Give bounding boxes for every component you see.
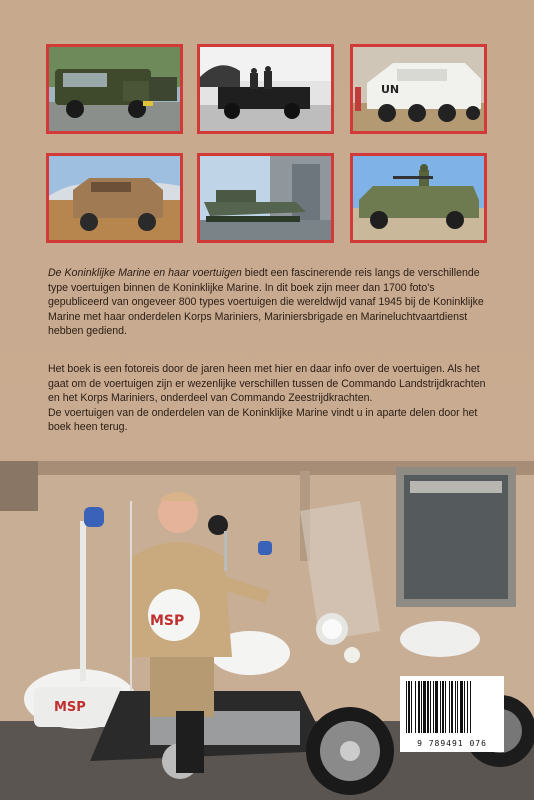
- jeep-suv-photo: [46, 44, 183, 134]
- info-text-2: De voertuigen van de onderdelen van de Koninklijke Marine vindt u in aparte delen door het boek heen terug.: [48, 406, 478, 433]
- info-paragraph: [48, 362, 492, 435]
- fairing-marking: MSP: [54, 700, 86, 715]
- truck-with-soldiers-photo: [197, 44, 334, 134]
- isbn-number: 9 789491 076: [417, 739, 487, 748]
- un-marking: UN: [381, 83, 400, 96]
- desert-armored-vehicle-photo: [46, 153, 183, 243]
- barcode-bars-icon: [406, 681, 498, 733]
- isbn-barcode: [400, 676, 504, 752]
- landing-craft-photo: [197, 153, 334, 243]
- book-title: De Koninklijke Marine en haar voertuigen: [48, 267, 242, 279]
- description-paragraph: [48, 266, 492, 339]
- patrol-vehicle-with-gunner-photo: [350, 153, 487, 243]
- description-body: biedt een fascinerende reis langs de verschillende type voertuigen binnen de Koninklijke Marine. In dit boek zijn meer dan 1700 foto's gepubliceerd van ongeveer 800 types voertuigen die wereldwijd vanaf 1945 bij de Koninklijke Marine met haar onderdelen Korps Mariniers, Mariniersbrigade en Marineluchtvaartdienst hebben gediend.: [48, 267, 484, 337]
- helmet-marking: MSP: [150, 613, 185, 629]
- info-text-1: Het boek is een fotoreis door de jaren heen met hier en daar info over de voertuigen. Als het gaat om de voertuigen zijn er wezenlijke verschillen tussen de Commando Landstrijdkrachten en het Korps Mariniers, onderdeel van Commando Zeestrijdkrachten.: [48, 363, 486, 404]
- un-armored-vehicle-photo: [350, 44, 487, 134]
